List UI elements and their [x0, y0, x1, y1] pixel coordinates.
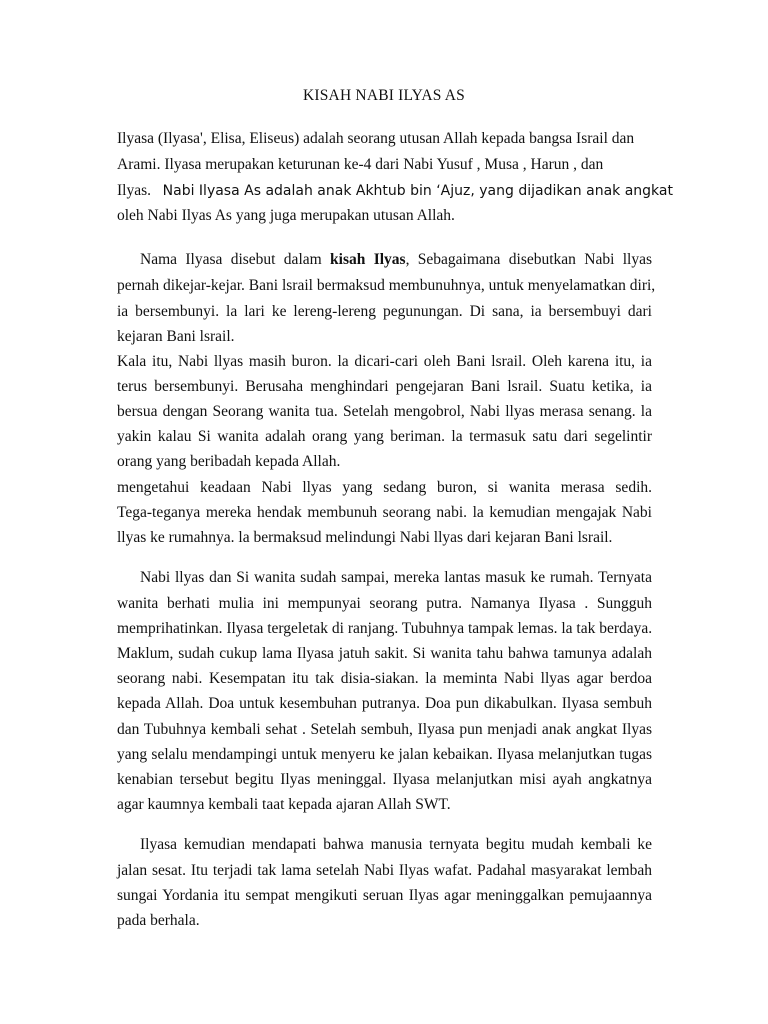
paragraph-3-line-9: kenabian tersebut begitu Ilyas meninggal. Ilyasa melanjutkan misi ayah angkatnya [117, 771, 652, 788]
paragraph-3-line-3: memprihatinkan. Ilyasa tergeletak di ranjang. Tubuhnya tampak lemas. la tak berdaya. [117, 620, 653, 637]
paragraph-2-line-4: kejaran Bani lsrail. [117, 328, 235, 345]
paragraph-1-line-3-sans: Nabi Ilyasa As adalah anak Akhtub bin ‘Ajuz, yang dijadikan anak angkat [162, 183, 673, 199]
paragraph-3-line-1: Nabi llyas dan Si wanita sudah sampai, mereka lantas masuk ke rumah. Ternyata [140, 569, 652, 586]
paragraph-2-line-1 [140, 250, 652, 270]
paragraph-3-line-5: seorang nabi. Kesempatan itu tak disia-siakan. la meminta Nabi llyas agar berdoa [117, 670, 652, 687]
paragraph-2-line-6: terus bersembunyi. Berusaha menghindari pengejaran Bani lsrail. Suatu ketika, ia [117, 378, 652, 395]
paragraph-3-line-10: agar kaumnya kembali taat kepada ajaran Allah SWT. [117, 796, 451, 813]
paragraph-1-line-3-start: Ilyas. [117, 182, 152, 199]
paragraph-3-line-2: wanita berhati mulia ini mempunyai seorang putra. Namanya Ilyasa . Sungguh [117, 595, 652, 612]
paragraph-3-line-8: yang selalu mendampingi untuk menyeru ke jalan kebaikan. Ilyasa melanjutkan tugas [117, 746, 652, 763]
paragraph-4-line-1: Ilyasa kemudian mendapati bahwa manusia ternyata begitu mudah kembali ke [140, 836, 652, 853]
paragraph-2-line-5: Kala itu, Nabi llyas masih buron. la dicari-cari oleh Bani lsrail. Oleh karena itu, ia [117, 353, 652, 370]
paragraph-2-text-start: Nama Ilyasa disebut dalam [140, 251, 322, 268]
paragraph-2-text-end: , Sebagaimana disebutkan Nabi llyas [405, 251, 652, 268]
paragraph-1-line-2: Arami. Ilyasa merupakan keturunan ke-4 dari Nabi Yusuf , Musa , Harun , dan [117, 156, 604, 173]
paragraph-2-line-2: pernah dikejar-kejar. Bani lsrail bermaksud membunuhnya, untuk menyelamatkan diri, [117, 277, 656, 294]
paragraph-2-line-12: llyas ke rumahnya. la bermaksud melindungi Nabi llyas dari kejaran Bani lsrail. [117, 529, 613, 546]
paragraph-1-line-3 [117, 181, 673, 201]
paragraph-2-line-3: ia bersembunyi. la lari ke lereng-lereng pegunungan. Di sana, ia bersembuyi dari [117, 303, 652, 320]
paragraph-2-line-7: bersua dengan Seorang wanita tua. Setelah mengobrol, Nabi llyas merasa senang. la [117, 403, 652, 420]
paragraph-1-line-1: Ilyasa (Ilyasa', Elisa, Eliseus) adalah seorang utusan Allah kepada bangsa Israil dan [117, 130, 635, 147]
paragraph-4-line-2: jalan sesat. Itu terjadi tak lama setelah Nabi Ilyas wafat. Padahal masyarakat lembah [117, 862, 652, 879]
paragraph-3-line-4: Maklum, sudah cukup lama Ilyasa jatuh sakit. Si wanita tahu bahwa tamunya adalah [117, 645, 652, 662]
paragraph-2-bold-phrase: kisah Ilyas [330, 251, 406, 268]
paragraph-4-line-3: sungai Yordania itu sempat mengikuti seruan Ilyas agar meninggalkan pemujaannya [117, 887, 652, 904]
paragraph-3-line-7: dan Tubuhnya kembali sehat . Setelah sembuh, Ilyasa pun menjadi anak angkat Ilyas [117, 721, 652, 738]
paragraph-1-line-4: oleh Nabi Ilyas As yang juga merupakan utusan Allah. [117, 207, 455, 224]
paragraph-2-line-9: orang yang beribadah kepada Allah. [117, 453, 341, 470]
document-title: KISAH NABI ILYAS AS [302, 87, 465, 104]
paragraph-2-line-11: Tega-teganya mereka hendak membunuh seorang nabi. la kemudian mengajak Nabi [117, 504, 652, 521]
paragraph-2-line-8: yakin kalau Si wanita adalah orang yang beriman. la termasuk satu dari segelintir [117, 428, 652, 445]
paragraph-2-line-10: mengetahui keadaan Nabi llyas yang sedang buron, si wanita merasa sedih. [117, 479, 652, 496]
paragraph-4-line-4: pada berhala. [117, 912, 200, 929]
paragraph-3-line-6: kepada Allah. Doa untuk kesembuhan putranya. Doa pun dikabulkan. Ilyasa sembuh [117, 695, 652, 712]
